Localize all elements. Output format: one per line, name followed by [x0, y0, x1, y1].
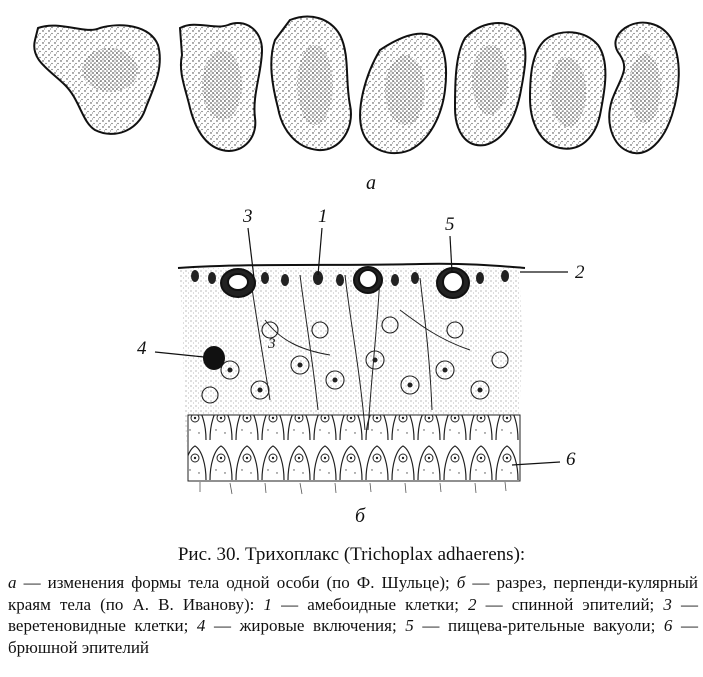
legend-text: — веретеновидные клетки; [8, 594, 699, 635]
callout-2: 2 [575, 262, 585, 283]
legend-text: — разрез, перпенди-кулярный краям тела (по А. В. Иванову): [8, 573, 698, 614]
legend-text: — спинной эпителий; [476, 594, 664, 614]
legend-key: 6 [663, 616, 673, 635]
legend-text: — жировые включения; [205, 616, 406, 635]
callout-4: 4 [137, 338, 147, 359]
legend-key: 2 [468, 594, 477, 614]
legend-text: — пищева-рительные вакуоли; [413, 616, 664, 635]
callout-1: 1 [318, 206, 328, 227]
body-shapes-illustration [0, 0, 703, 170]
callout-5: 5 [445, 214, 455, 235]
figure-caption-legend [8, 572, 698, 658]
callout-6: 6 [566, 449, 576, 470]
legend-key: 4 [196, 616, 206, 635]
legend-key: 1 [263, 594, 272, 614]
legend-key: б [456, 573, 466, 592]
panel-a-label: а [366, 172, 376, 194]
legend-key: 3 [663, 594, 672, 614]
legend-text: — изменения формы тела одной особи (по Ф. Шульце); [16, 573, 457, 592]
legend-text: — брюшной эпителий [8, 616, 698, 657]
callout-3-top: 3 [243, 206, 253, 227]
legend-key: 5 [405, 616, 414, 635]
callout-3-inner: 3 [268, 336, 276, 352]
legend-text: — амебоидные клетки; [271, 594, 469, 614]
figure-caption-title: Рис. 30. Трихоплакс (Trichoplax adhaerens): [177, 544, 526, 565]
legend-key: а [8, 573, 17, 592]
panel-b-label: б [355, 505, 366, 527]
cross-section-illustration [0, 200, 703, 510]
